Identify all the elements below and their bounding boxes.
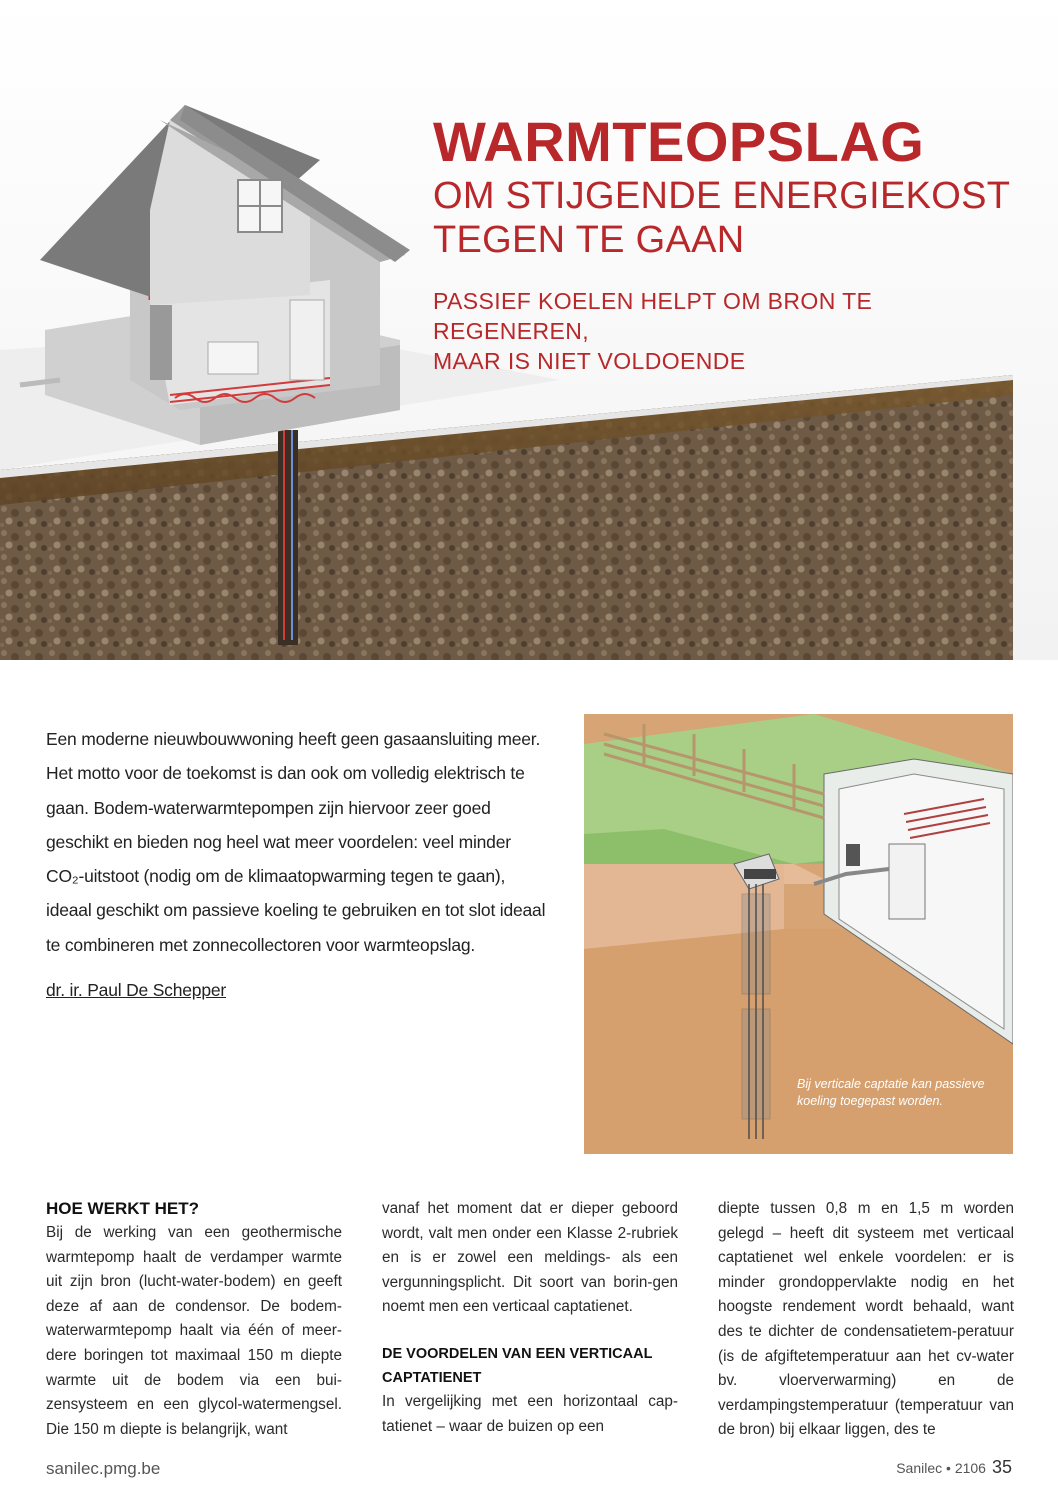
footer-magazine: Sanilec • 2106: [896, 1460, 986, 1476]
figure-caption: Bij verticale captatie kan passieve koeling toegepast worden.: [797, 1077, 985, 1108]
column-2-text: vanaf het moment dat er dieper geboord wordt, valt men onder een Klasse 2-rubriek en is er zowel een meldings- als een vergunningsplicht. Dit soort van borin-gen noemt men een verticaal captatienet.: [382, 1200, 678, 1316]
section-heading-hoe-werkt-het: HOE WERKT HET?: [46, 1199, 199, 1218]
page-number: 35: [991, 1457, 1012, 1477]
column-3: [718, 1197, 1014, 1443]
column-2: [382, 1197, 678, 1439]
column-3-text: diepte tussen 0,8 m en 1,5 m worden gelegd – heeft dit systeem met verticaal captatienet wel enkele voordelen: er is minder grondoppervlakte nodig en het hoogste rendement wordt behaald, want des te dichter de condensatietem-peratuur (is de afgiftetemperatuur aan het cv-water bv. vloerverwarming) en de verdampingstemperatuur (temperatuur van de bron) bij elkaar liggen, des te: [718, 1200, 1014, 1439]
column-2-text-2: In vergelijking met een horizontaal cap-tatienet – waar de buizen op een: [382, 1392, 678, 1435]
subtitle-line-1: OM STIJGENDE ENERGIEKOST: [433, 175, 1011, 217]
kicker-line-2: MAAR IS NIET VOLDOENDE: [433, 348, 746, 374]
title-block: [433, 112, 1033, 376]
intro-text: Een moderne nieuwbouwwoning heeft geen gasaansluiting meer. Het motto voor de toekomst is dan ook om volledig elektrisch te gaan. Bodem-waterwarmtepompen zijn hiervoor zeer goed geschikt en bieden nog heel wat meer voordelen: veel minder CO₂-uitstoot (nodig om de klimaatopwarming tegen te gaan), ideaal geschikt om passieve koeling te gebruiken en tot slot ideaal te combineren met zonnecollectoren voor warmteopslag.: [46, 729, 546, 955]
subtitle-line-2: TEGEN TE GAAN: [433, 219, 745, 261]
page-title: WARMTEOPSLAG: [433, 110, 925, 173]
kicker-line-1: PASSIEF KOELEN HELPT OM BRON TE REGENEREN,: [433, 288, 873, 344]
footer-page-info: [896, 1457, 1012, 1478]
column-1-text: Bij de werking van een geothermische warmtepomp haalt de verdamper warmte uit zijn bron (lucht-water-bodem) en geeft deze af aan de condensor. De bodem-waterwarmtepomp haalt via één of meer-dere boringen tot maximaal 150 m diepte warmte uit de bodem via een bui-zensysteem en een glycol-watermengsel. Die 150 m diepte is belangrijk, want: [46, 1224, 342, 1438]
column-1: [46, 1197, 342, 1442]
author-link[interactable]: dr. ir. Paul De Schepper: [46, 980, 227, 1000]
section-heading-voordelen: DE VOORDELEN VAN EEN VERTICAAL CAPTATIENET: [382, 1345, 653, 1386]
intro-paragraph: [46, 722, 546, 962]
footer-website-link[interactable]: sanilec.pmg.be: [46, 1459, 161, 1478]
